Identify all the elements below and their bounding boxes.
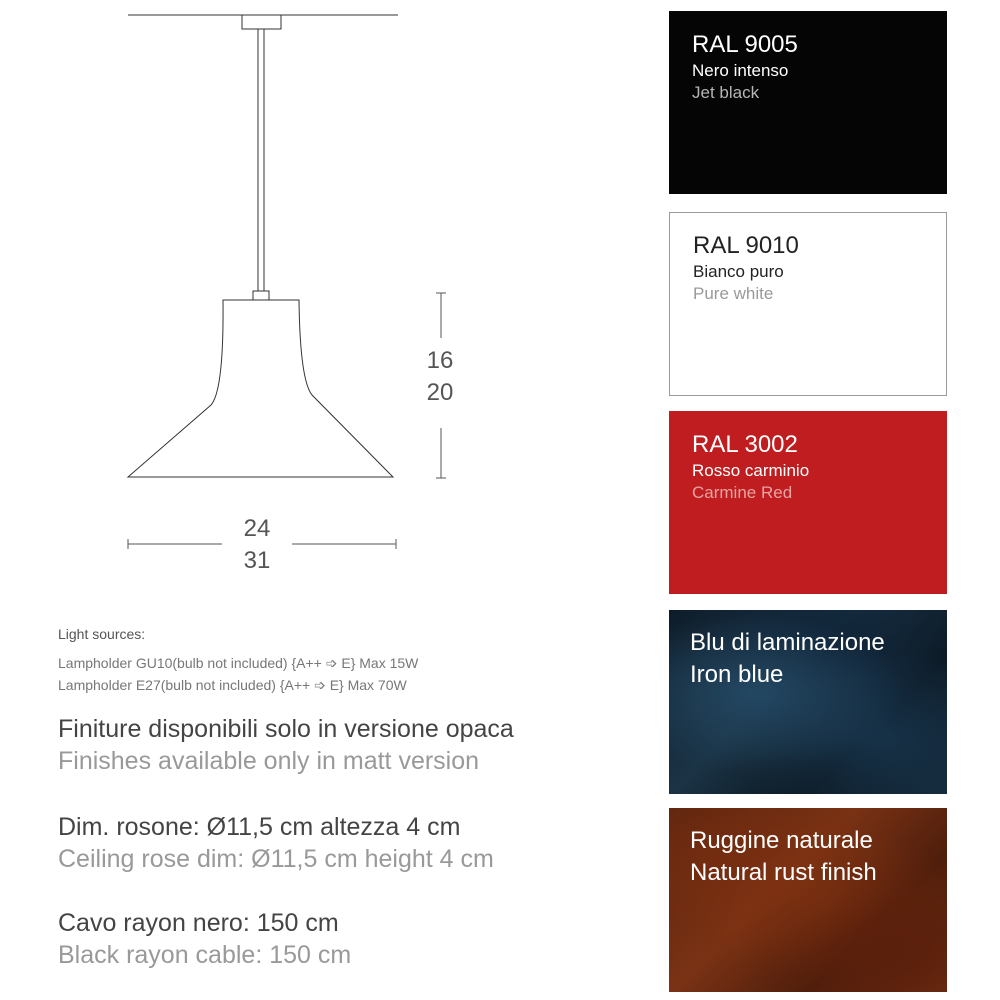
swatch-name-en: Iron blue: [690, 661, 784, 688]
swatch-name-it: Nero intenso: [692, 61, 789, 80]
swatch-text: [690, 627, 885, 691]
lamp-technical-drawing: [0, 0, 660, 600]
light-sources-heading: Light sources:: [58, 626, 146, 642]
swatch-iron-blue[interactable]: [669, 610, 947, 794]
note-cable-it: Cavo rayon nero: 150 cm: [58, 909, 339, 937]
swatch-text: [692, 30, 798, 104]
height-dimension: [415, 345, 465, 409]
width-dimension: [225, 513, 289, 577]
swatch-ral-9005[interactable]: [669, 11, 947, 194]
swatch-ral-3002[interactable]: [669, 411, 947, 594]
note-cable: [58, 907, 351, 971]
lampholder: [253, 291, 269, 300]
light-sources-list: [58, 652, 418, 696]
light-source-e27: Lampholder E27(bulb not included) {A++ ➩ E} Max 70W: [58, 677, 407, 693]
swatch-natural-rust[interactable]: [669, 808, 947, 992]
swatch-code: RAL 9010: [693, 232, 799, 259]
swatch-name-it: Bianco puro: [693, 262, 784, 281]
ceiling-rose: [242, 15, 281, 29]
note-finishes-en: Finishes available only in matt version: [58, 747, 480, 775]
width-dim-value-1: 24: [243, 515, 271, 542]
swatch-name-it: Blu di laminazione: [690, 629, 885, 656]
swatch-text: [692, 430, 809, 504]
height-dim-value-2: 20: [426, 379, 454, 406]
swatch-text: [693, 231, 799, 305]
swatch-code: RAL 3002: [692, 431, 798, 458]
note-cable-en: Black rayon cable: 150 cm: [58, 941, 352, 969]
note-finishes-it: Finiture disponibili solo in versione opaca: [58, 715, 514, 743]
swatch-name-en: Natural rust finish: [690, 859, 877, 886]
swatch-code: RAL 9005: [692, 31, 798, 58]
note-ceiling-rose-it: Dim. rosone: Ø11,5 cm altezza 4 cm: [58, 813, 461, 841]
swatch-name-it: Ruggine naturale: [690, 827, 873, 854]
swatch-name-it: Rosso carminio: [692, 461, 810, 480]
swatch-ral-9010[interactable]: [669, 212, 947, 396]
swatch-text: [690, 825, 877, 889]
swatch-name-en: Carmine Red: [692, 483, 793, 502]
note-finishes: [58, 713, 514, 777]
height-dim-value-1: 16: [426, 347, 454, 374]
note-ceiling-rose-en: Ceiling rose dim: Ø11,5 cm height 4 cm: [58, 845, 494, 873]
swatch-name-en: Jet black: [692, 83, 760, 102]
swatch-name-en: Pure white: [693, 284, 774, 303]
light-source-gu10: Lampholder GU10(bulb not included) {A++ ➩ E} Max 15W: [58, 655, 419, 671]
width-dim-value-2: 31: [243, 547, 271, 574]
note-ceiling-rose: [58, 811, 494, 875]
lamp-shade: [128, 300, 393, 477]
